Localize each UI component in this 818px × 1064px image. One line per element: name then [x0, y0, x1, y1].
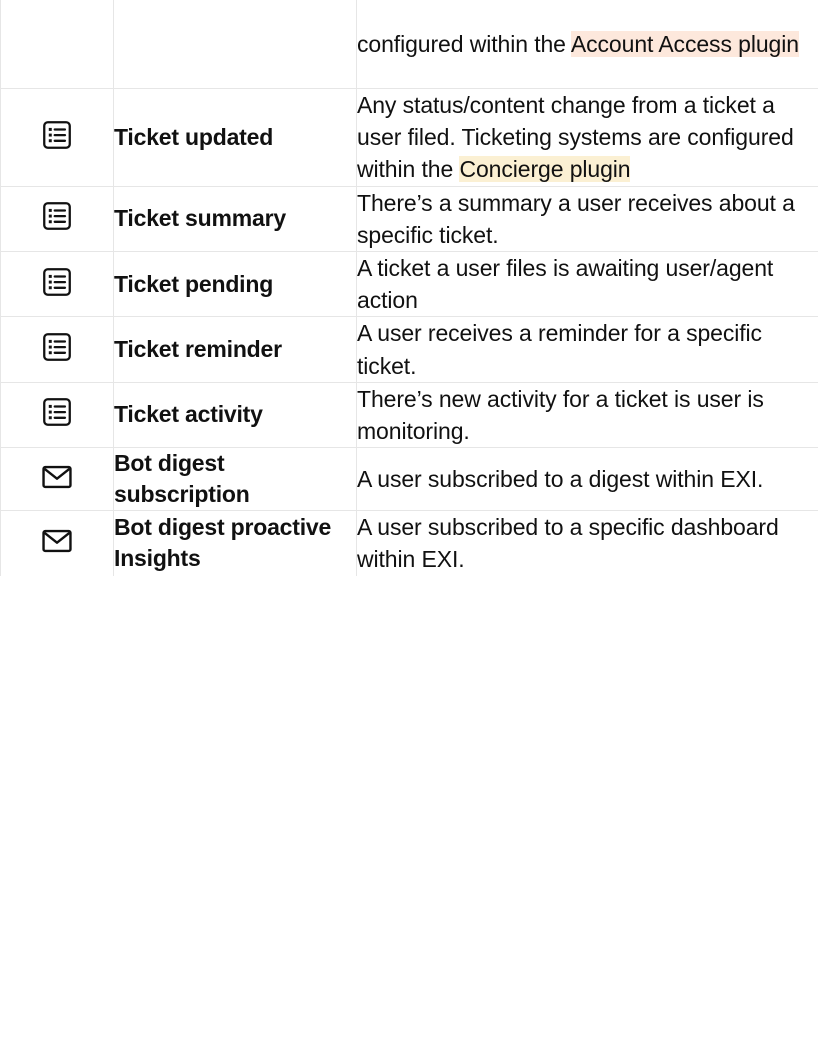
row-icon-cell: [1, 511, 114, 576]
row-description-cell: [357, 89, 818, 187]
list-box-icon: [40, 199, 74, 233]
row-icon-cell: [1, 382, 114, 447]
row-name-cell: Bot digest subscription: [114, 448, 357, 511]
list-box-icon: [40, 118, 74, 152]
row-description-cell: A ticket a user files is awaiting user/agent action: [357, 251, 818, 316]
row-name-cell: Ticket summary: [114, 186, 357, 251]
list-box-icon: [40, 265, 74, 299]
row-icon-cell: [1, 317, 114, 382]
row-description-cell: A user subscribed to a digest within EXI.: [357, 448, 818, 511]
table-body: [1, 0, 818, 576]
description-text-highlight: Concierge plugin: [459, 156, 631, 183]
table-row: [1, 382, 818, 447]
row-description-cell: There’s new activity for a ticket is user is monitoring.: [357, 382, 818, 447]
description-text-plain: configured within the: [357, 30, 571, 57]
row-icon-cell: [1, 89, 114, 187]
row-description-cell: A user receives a reminder for a specific ticket.: [357, 317, 818, 382]
table-row: [1, 511, 818, 576]
row-description-cell: There’s a summary a user receives about a specific ticket.: [357, 186, 818, 251]
row-name-cell: [114, 0, 357, 89]
description-text-highlight: Account Access plugin: [570, 30, 799, 57]
row-name-cell: Ticket pending: [114, 251, 357, 316]
row-name-cell: Ticket reminder: [114, 317, 357, 382]
table-row: [1, 0, 818, 89]
envelope-icon: [40, 524, 74, 558]
list-box-icon: [40, 330, 74, 364]
list-box-icon: [40, 395, 74, 429]
row-name-cell: Bot digest proactive Insights: [114, 511, 357, 576]
description-text-plain: Any status/content change from a ticket a user filed. Ticketing systems are configured within the: [357, 92, 794, 183]
envelope-icon: [40, 460, 74, 494]
table-row: [1, 186, 818, 251]
row-description-cell: A user subscribed to a specific dashboard within EXI.: [357, 511, 818, 576]
table-row: [1, 448, 818, 511]
row-icon-cell: [1, 251, 114, 316]
table-row: [1, 89, 818, 187]
row-icon-cell: [1, 448, 114, 511]
row-name-cell: Ticket updated: [114, 89, 357, 187]
table-row: [1, 251, 818, 316]
row-name-cell: Ticket activity: [114, 382, 357, 447]
row-icon-cell: [1, 0, 114, 89]
table-row: [1, 317, 818, 382]
row-description-cell: [357, 0, 818, 89]
row-icon-cell: [1, 186, 114, 251]
